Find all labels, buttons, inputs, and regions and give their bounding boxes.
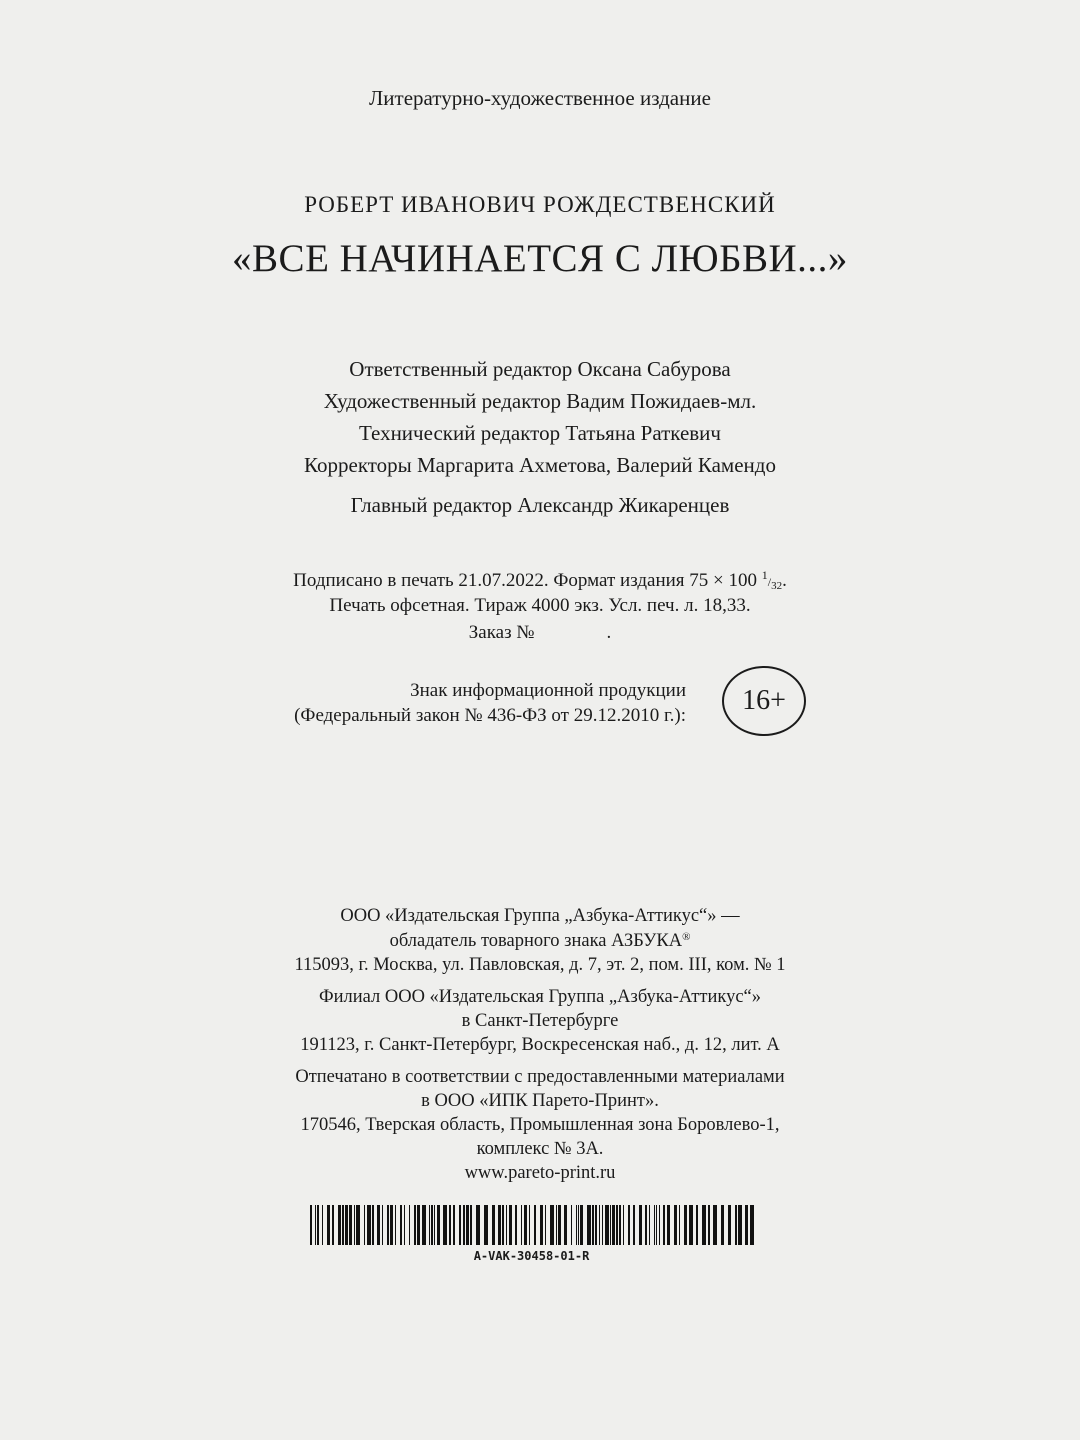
barcode-bar [429,1205,430,1245]
barcode-bar [377,1205,380,1245]
barcode-bar [616,1205,618,1245]
credit-chief-editor: Главный редактор Александр Жикаренцев [350,493,730,517]
barcode-bar [437,1205,440,1245]
barcode-bar [417,1205,420,1245]
barcode-bar [443,1205,447,1245]
barcode-bar [431,1205,433,1245]
print-signed-text: Подписано в печать 21.07.2022. Формат издания 75 × 100 [293,570,757,591]
age-rating-text: 16+ [742,685,786,716]
barcode-bar [521,1205,522,1245]
printer-line-2: в ООО «ИПК Парето-Принт». [421,1091,659,1111]
barcode-code: A-VAK-30458-01-R [473,1249,590,1263]
print-method-line: Печать офсетная. Тираж 4000 экз. Усл. печ. л. 18,33. [329,595,751,616]
barcode-bar [587,1205,591,1245]
printer-line-1: Отпечатано в соответствии с предоставленными материалами [295,1067,785,1087]
branch-address: 191123, г. Санкт-Петербург, Воскресенская наб., д. 12, лит. А [300,1035,780,1055]
barcode-bar [492,1205,495,1245]
author-name: РОБЕРТ ИВАНОВИЧ РОЖДЕСТВЕНСКИЙ [304,192,776,217]
barcode-bar [656,1205,657,1245]
barcode-bar [545,1205,546,1245]
barcode-bar [612,1205,615,1245]
order-end: . [606,622,612,643]
age-rating-badge [722,666,806,736]
format-slash: / [767,575,772,589]
edition-type: Литературно-художественное издание [369,86,711,110]
age-sign-law: (Федеральный закон № 436-ФЗ от 29.12.2010 г.): [294,705,686,726]
barcode-bar [449,1205,451,1245]
publisher-line-2 [0,931,1080,952]
barcode-bar [580,1205,583,1245]
barcode-bar [728,1205,731,1245]
barcode-bar [317,1205,319,1245]
barcode-bar [702,1205,706,1245]
print-signed-end: . [782,570,787,591]
barcode-bar [659,1205,660,1245]
barcode-bar [322,1205,323,1245]
publisher-address: 115093, г. Москва, ул. Павловская, д. 7, эт. 2, пом. III, ком. № 1 [294,955,786,975]
credit-art-editor: Художественный редактор Вадим Пожидаев-мл. [323,389,757,413]
barcode-bar [345,1205,348,1245]
barcode-bar [387,1205,389,1245]
registered-mark: ® [682,931,691,943]
barcode-bar [721,1205,724,1245]
credit-technical-editor: Технический редактор Татьяна Раткевич [359,421,721,445]
barcode-bar [623,1205,624,1245]
barcode-bar [633,1205,635,1245]
barcode-bar [610,1205,611,1245]
book-title: «ВСЕ НАЧИНАЕТСЯ С ЛЮБВИ...» [232,237,848,280]
barcode-bar [556,1205,557,1245]
barcode-bar [645,1205,647,1245]
barcode-bar [327,1205,330,1245]
barcode-bar [434,1205,435,1245]
barcode-bar [595,1205,597,1245]
barcode-bar [639,1205,642,1245]
barcode-bar [509,1205,512,1245]
printer-address-2: комплекс № 3А. [476,1139,604,1159]
trademark-owner-text: обладатель товарного знака АЗБУКА [389,931,683,951]
barcode-bar [619,1205,621,1245]
age-sign-label: Знак информационной продукции [410,680,686,701]
barcode-bar [463,1205,465,1245]
barcode-bar [708,1205,710,1245]
barcode-bar [372,1205,374,1245]
barcode-bar [356,1205,360,1245]
barcode-bar [395,1205,396,1245]
barcode-bar [529,1205,530,1245]
barcode-bar [515,1205,517,1245]
barcode-bar [502,1205,504,1245]
barcode-bar [484,1205,488,1245]
barcode-bar [404,1205,405,1245]
barcode-bar [750,1205,754,1245]
barcode-image [310,1205,754,1245]
barcode-bar [534,1205,536,1245]
barcode-bar [592,1205,594,1245]
barcode-bar [459,1205,461,1245]
credit-proofreaders: Корректоры Маргарита Ахметова, Валерий Камендо [304,453,776,477]
barcode-bar [689,1205,693,1245]
format-numerator: 1 [761,568,768,582]
barcode-bar [470,1205,472,1245]
barcode-bar [524,1205,527,1245]
barcode-bar [605,1205,609,1245]
branch-line-1: Филиал ООО «Издательская Группа „Азбука-Аттикус“» [318,987,762,1007]
barcode-bar [382,1205,383,1245]
barcode-bar [713,1205,717,1245]
barcode-bar [466,1205,469,1245]
barcode-bar [667,1205,670,1245]
publisher-line-1: ООО «Издательская Группа „Азбука-Аттикус“» — [340,906,740,926]
barcode-bar [602,1205,603,1245]
barcode-bar [649,1205,650,1245]
barcode-bar [367,1205,371,1245]
barcode-bar [332,1205,334,1245]
barcode-bar [654,1205,655,1245]
barcode-bar [506,1205,507,1245]
barcode-bar [400,1205,402,1245]
print-signed-line [0,568,1080,592]
barcode-bar [414,1205,416,1245]
barcode-bar [364,1205,365,1245]
barcode-bar [679,1205,680,1245]
branch-line-2: в Санкт-Петербурге [461,1011,619,1031]
barcode-bar [550,1205,554,1245]
barcode-bar [558,1205,561,1245]
barcode-bar [498,1205,501,1245]
barcode-bar [571,1205,572,1245]
barcode-bar [422,1205,426,1245]
barcode-bar [576,1205,577,1245]
barcode-bar [735,1205,737,1245]
barcode-bar [540,1205,543,1245]
barcode-bar [342,1205,344,1245]
barcode-bar [628,1205,630,1245]
barcode-bar [663,1205,665,1245]
barcode-bar [409,1205,410,1245]
barcode-bar [745,1205,748,1245]
format-fraction [761,568,783,592]
barcode-bar [310,1205,312,1245]
order-number-line [0,622,1080,644]
barcode-bar [599,1205,600,1245]
barcode-bar [684,1205,687,1245]
printer-address-1: 170546, Тверская область, Промышленная зона Боровлево-1, [300,1115,780,1135]
barcode-bar [315,1205,316,1245]
barcode-bar [354,1205,355,1245]
barcode-bar [564,1205,567,1245]
credit-responsible-editor: Ответственный редактор Оксана Сабурова [349,357,731,381]
format-denominator: 32 [771,580,783,592]
barcode-bar [738,1205,742,1245]
barcode-bar [476,1205,480,1245]
barcode-bar [696,1205,698,1245]
barcode-bar [390,1205,393,1245]
barcode-bar [578,1205,579,1245]
order-label: Заказ № [468,622,535,643]
barcode-bar [674,1205,677,1245]
barcode-bar [453,1205,455,1245]
barcode-bar [338,1205,341,1245]
printer-website: www.pareto-print.ru [464,1163,616,1183]
barcode-bar [349,1205,352,1245]
